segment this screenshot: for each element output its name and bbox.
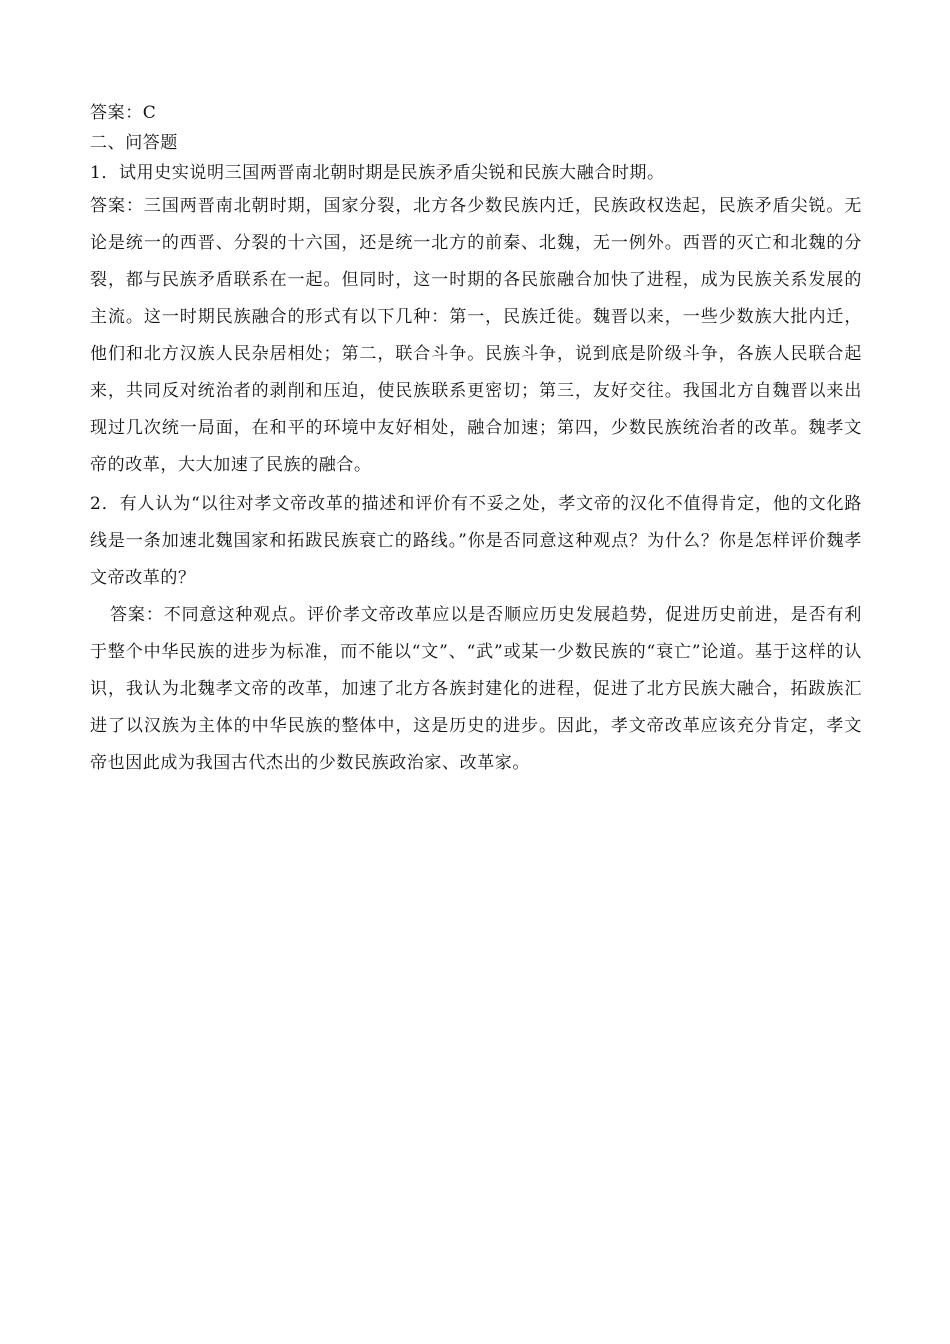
answer-1: 答案：三国两晋南北朝时期，国家分裂，北方各少数民族内迁，民族政权迭起，民族矛盾尖锐。无论是统一的西晋、分裂的十六国，还是统一北方的前秦、北魏，无一例外。西晋的灭亡和北魏的分裂，都与民族矛盾联系在一起。但同时，这一时期的各民旅融合加快了进程，成为民族关系发展的主流。这一时期民族融合的形式有以下几种：第一，民族迁徙。魏晋以来，一些少数族大批内迁，他们和北方汉族人民杂居相处；第二，联合斗争。民族斗争，说到底是阶级斗争，各族人民联合起来，共同反对统治者的剥削和压迫，使民族联系更密切；第三，友好交往。我国北方自魏晋以来出现过几次统一局面，在和平的环境中友好相处，融合加速；第四，少数民族统治者的改革。魏孝文帝的改革，大大加速了民族的融合。 (90, 196, 862, 475)
previous-answer: 答案：C (90, 103, 157, 123)
section-heading: 二、问答题 (90, 133, 178, 153)
question-1: 1．试用史实说明三国两晋南北朝时期是民族矛盾尖锐和民族大融合时期。 (90, 163, 665, 183)
document-body (90, 98, 862, 782)
question-2: 2．有人认为“以往对孝文帝改革的描述和评价有不妥之处，孝文帝的汉化不值得肯定，他的文化路线是一条加速北魏国家和拓跋民族衰亡的路线。”你是否同意这种观点？为什么？你是怎样评价魏孝文帝改革的？ (90, 494, 862, 588)
answer-2: 答案：不同意这种观点。评价孝文帝改革应以是否顺应历史发展趋势，促进历史前进，是否有利于整个中华民族的进步为标准，而不能以“文”、“武”或某一少数民族的“衰亡”论道。基于这样的认识，我认为北魏孝文帝的改革，加速了北方各族封建化的进程，促进了北方民族大融合，拓跋族汇进了以汉族为主体的中华民族的整体中，这是历史的进步。因此，孝文帝改革应该充分肯定，孝文帝也因此成为我国古代杰出的少数民族政治家、改革家。 (90, 605, 862, 773)
